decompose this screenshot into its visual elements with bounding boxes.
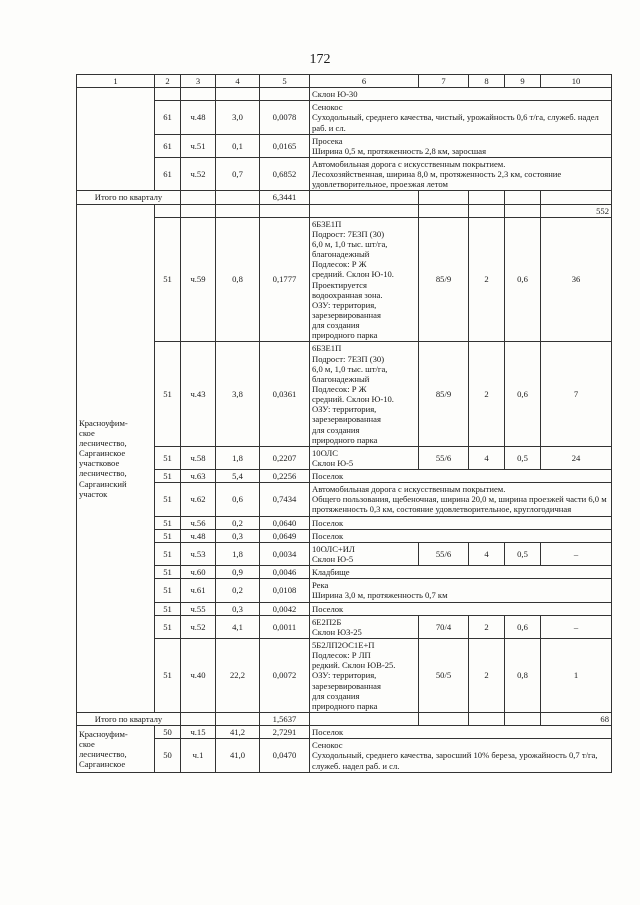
text-line: лесничество, [79, 748, 127, 759]
column-number-4: 4 [216, 75, 260, 88]
area-cell: 3,0 [216, 101, 260, 134]
text-line: Сенокос [312, 102, 343, 113]
column-number-2: 2 [155, 75, 181, 88]
part-cell: ч.58 [181, 446, 216, 469]
text-line: для создания [312, 424, 360, 435]
text-line: лесничество, [79, 438, 127, 448]
description-cell [310, 615, 419, 638]
value-cell: 0,0108 [260, 579, 310, 602]
value-cell: 0,2256 [260, 470, 310, 483]
text-line: ское [79, 427, 95, 438]
empty-cell [505, 191, 541, 204]
value-cell: 0,0034 [260, 542, 310, 565]
description-cell: Склон Ю-30 [310, 88, 612, 101]
col10-value: 552 [541, 204, 612, 217]
column-number-3: 3 [181, 75, 216, 88]
text-line: природного парка [312, 700, 378, 711]
empty-cell [505, 204, 541, 217]
quarter-cell: 51 [155, 529, 181, 542]
part-cell: ч.56 [181, 516, 216, 529]
quarter-cell: 51 [155, 217, 181, 342]
col8-cell: 2 [469, 217, 505, 342]
quarter-cell: 51 [155, 446, 181, 469]
table-row [77, 157, 612, 190]
empty-cell [469, 713, 505, 726]
description-cell [310, 739, 612, 772]
quarter-cell: 51 [155, 342, 181, 446]
description-cell [310, 101, 612, 134]
col10-value: 68 [541, 713, 612, 726]
empty-cell [216, 88, 260, 101]
text-line: Просека [312, 135, 343, 146]
part-cell: ч.52 [181, 157, 216, 190]
area-cell: 0,2 [216, 516, 260, 529]
empty-cell [181, 191, 216, 204]
column-number-7: 7 [419, 75, 469, 88]
table-row [77, 602, 612, 615]
value-cell: 0,2207 [260, 446, 310, 469]
text-line: средний. Склон Ю-10. [312, 269, 394, 280]
empty-cell [469, 204, 505, 217]
empty-cell [541, 191, 612, 204]
col7-cell: 70/4 [419, 615, 469, 638]
text-line: Саргаинское [79, 448, 126, 459]
text-line: Автомобильная дорога с искусственным покрытием. [312, 484, 506, 495]
header-row [77, 75, 612, 88]
table-row [77, 566, 612, 579]
empty-cell [310, 191, 419, 204]
col7-cell: 55/6 [419, 542, 469, 565]
total-row [77, 713, 612, 726]
text-line: Красноуфим- [79, 728, 128, 739]
empty-cell [216, 713, 260, 726]
text-line: Подлесок: Р ЛП [312, 650, 371, 661]
col7-cell: 55/6 [419, 446, 469, 469]
text-line: Подлесок: Р Ж [312, 383, 367, 394]
empty-cell [216, 204, 260, 217]
text-line: 6,0 м, 1,0 тыс. шт/га, [312, 238, 388, 249]
column-number-1: 1 [77, 75, 155, 88]
value-cell: 0,0165 [260, 134, 310, 157]
text-line: Поселок [312, 603, 344, 614]
text-line: Поселок [312, 530, 344, 541]
part-cell: ч.15 [181, 726, 216, 739]
value-cell: 2,7291 [260, 726, 310, 739]
empty-cell [419, 713, 469, 726]
page-number: 172 [309, 52, 331, 67]
quarter-cell: 61 [155, 157, 181, 190]
table-row [77, 88, 612, 101]
part-cell: ч.43 [181, 342, 216, 446]
description-cell [310, 470, 612, 483]
col8-cell: 4 [469, 446, 505, 469]
text-line: Поселок [312, 471, 344, 482]
text-line: Поселок [312, 517, 344, 528]
col10-cell: 1 [541, 639, 612, 713]
forest-table [76, 74, 612, 773]
area-cell: 1,8 [216, 542, 260, 565]
col10-cell: – [541, 542, 612, 565]
text-line: ОЗУ: территория, [312, 670, 377, 681]
col10-cell: 24 [541, 446, 612, 469]
col9-cell: 0,5 [505, 542, 541, 565]
text-line: редкий. Склон ЮВ-25. [312, 660, 396, 671]
description-cell [310, 134, 612, 157]
table-row [77, 204, 612, 217]
col10-cell: – [541, 615, 612, 638]
table-row [77, 739, 612, 772]
col8-cell: 2 [469, 342, 505, 446]
text-line: для создания [312, 690, 360, 701]
text-line: Саргаинский [79, 478, 127, 489]
empty-cell [155, 88, 181, 101]
empty-cell [260, 88, 310, 101]
location-cell [77, 88, 155, 191]
col8-cell: 2 [469, 615, 505, 638]
quarter-cell: 51 [155, 615, 181, 638]
text-line: 6,0 м, 1,0 тыс. шт/га, [312, 363, 388, 374]
text-line: средний. Склон Ю-10. [312, 394, 394, 405]
text-line: Общего пользования, щебеночная, ширина 20,0 м, ширина проезжей части 6,0 м протяженность 0,3 км, состояние удовлетворительное, круглогодичная [312, 494, 607, 515]
col7-cell: 50/5 [419, 639, 469, 713]
part-cell: ч.51 [181, 134, 216, 157]
part-cell: ч.52 [181, 615, 216, 638]
col7-cell: 85/9 [419, 217, 469, 342]
value-cell: 0,0470 [260, 739, 310, 772]
value-cell: 0,0078 [260, 101, 310, 134]
value-cell: 0,0046 [260, 566, 310, 579]
quarter-cell: 50 [155, 726, 181, 739]
col10-cell: 36 [541, 217, 612, 342]
text-line: лесничество, [79, 468, 127, 479]
part-cell: ч.48 [181, 529, 216, 542]
area-cell: 0,6 [216, 483, 260, 516]
value-cell: 0,0649 [260, 529, 310, 542]
text-line: Склон ЮЗ-25 [312, 626, 362, 637]
area-cell: 0,7 [216, 157, 260, 190]
quarter-cell: 61 [155, 134, 181, 157]
area-cell: 5,4 [216, 470, 260, 483]
area-cell: 0,8 [216, 217, 260, 342]
text-line: Подрост: 7Е3П (30) [312, 353, 385, 364]
col9-cell: 0,6 [505, 342, 541, 446]
part-cell: ч.48 [181, 101, 216, 134]
value-cell: 0,6852 [260, 157, 310, 190]
location-cell [77, 726, 155, 773]
text-line: Кладбище [312, 567, 350, 578]
column-number-8: 8 [469, 75, 505, 88]
empty-cell [181, 88, 216, 101]
empty-cell [216, 191, 260, 204]
value-cell: 0,0011 [260, 615, 310, 638]
area-cell: 0,2 [216, 579, 260, 602]
text-line: Проектируется [312, 279, 367, 290]
value-cell: 0,1777 [260, 217, 310, 342]
text-line: природного парка [312, 330, 378, 341]
text-line: Склон Ю-5 [312, 457, 354, 468]
table-row [77, 446, 612, 469]
table-row [77, 726, 612, 739]
text-line: ОЗУ: территория, [312, 404, 377, 415]
col8-cell: 2 [469, 639, 505, 713]
col10-cell: 7 [541, 342, 612, 446]
text-line: зарезервированная [312, 309, 381, 320]
table-row [77, 483, 612, 516]
area-cell: 0,3 [216, 602, 260, 615]
quarter-cell: 50 [155, 739, 181, 772]
text-line: Лесохозяйственная, ширина 8,0 м, протяженность 2,3 км, состояние удовлетворительное, проезжая летом [312, 169, 562, 190]
area-cell: 41,0 [216, 739, 260, 772]
description-cell [310, 516, 612, 529]
column-number-5: 5 [260, 75, 310, 88]
text-line: зарезервированная [312, 680, 381, 691]
description-cell [310, 342, 419, 446]
value-cell: 0,0042 [260, 602, 310, 615]
text-line: Саргаинское [79, 759, 126, 770]
quarter-cell: 51 [155, 542, 181, 565]
area-cell: 1,8 [216, 446, 260, 469]
text-line: природного парка [312, 434, 378, 445]
col9-cell: 0,8 [505, 639, 541, 713]
text-line: для создания [312, 320, 360, 331]
text-line: участок [79, 488, 108, 499]
part-cell: ч.60 [181, 566, 216, 579]
empty-cell [181, 204, 216, 217]
empty-cell [310, 204, 419, 217]
text-line: водоохранная зона. [312, 289, 383, 300]
col9-cell: 0,6 [505, 217, 541, 342]
col9-cell: 0,6 [505, 615, 541, 638]
description-cell [310, 542, 419, 565]
area-cell: 4,1 [216, 615, 260, 638]
text-line: 10ОЛС [312, 447, 338, 458]
empty-cell [260, 204, 310, 217]
description-cell [310, 639, 419, 713]
table-row [77, 217, 612, 342]
description-cell [310, 602, 612, 615]
text-line: Подлесок: Р Ж [312, 259, 367, 270]
col7-cell: 85/9 [419, 342, 469, 446]
description-cell [310, 579, 612, 602]
description-cell [310, 529, 612, 542]
table-row [77, 470, 612, 483]
quarter-cell: 51 [155, 566, 181, 579]
total-value: 6,3441 [260, 191, 310, 204]
text-line: Река [312, 580, 329, 591]
quarter-cell: 61 [155, 101, 181, 134]
empty-cell [310, 713, 419, 726]
column-number-10: 10 [541, 75, 612, 88]
text-line: Ширина 0,5 м, протяженность 2,8 км, заросшая [312, 145, 487, 156]
table-row [77, 101, 612, 134]
value-cell: 0,0072 [260, 639, 310, 713]
empty-cell [505, 713, 541, 726]
text-line: Суходольный, среднего качества, заросший 10% береза, урожайность 0,7 т/га, служеб. надел раб. и сл. [312, 750, 598, 771]
area-cell: 41,2 [216, 726, 260, 739]
area-cell: 22,2 [216, 639, 260, 713]
col9-cell: 0,5 [505, 446, 541, 469]
value-cell: 0,0361 [260, 342, 310, 446]
text-line: Автомобильная дорога с искусственным покрытием. [312, 158, 506, 169]
empty-cell [181, 713, 216, 726]
empty-cell [155, 204, 181, 217]
area-cell: 0,9 [216, 566, 260, 579]
part-cell: ч.55 [181, 602, 216, 615]
text-line: ское [79, 738, 95, 749]
table-row [77, 579, 612, 602]
text-line: Сенокос [312, 740, 343, 751]
table-row [77, 615, 612, 638]
part-cell: ч.61 [181, 579, 216, 602]
text-line: ОЗУ: территория, [312, 299, 377, 310]
part-cell: ч.59 [181, 217, 216, 342]
part-cell: ч.40 [181, 639, 216, 713]
table-row [77, 342, 612, 446]
area-cell: 0,3 [216, 529, 260, 542]
part-cell: ч.53 [181, 542, 216, 565]
text-line: 6Б3Е1П [312, 218, 342, 229]
value-cell: 0,7434 [260, 483, 310, 516]
column-number-6: 6 [310, 75, 419, 88]
total-value: 1,5637 [260, 713, 310, 726]
empty-cell [419, 191, 469, 204]
empty-cell [469, 191, 505, 204]
quarter-cell: 51 [155, 483, 181, 516]
text-line: Ширина 3,0 м, протяженность 0,7 км [312, 590, 448, 601]
part-cell: ч.62 [181, 483, 216, 516]
text-line: 6Е2П2Б [312, 616, 342, 627]
total-label: Итого по кварталу [77, 713, 181, 726]
description-cell [310, 217, 419, 342]
quarter-cell: 51 [155, 602, 181, 615]
text-line: благонадежный [312, 373, 370, 384]
description-cell [310, 157, 612, 190]
description-cell [310, 726, 612, 739]
text-line: участковое [79, 458, 120, 469]
quarter-cell: 51 [155, 579, 181, 602]
text-line: 6Б3Е1П [312, 343, 342, 354]
part-cell: ч.1 [181, 739, 216, 772]
table-row [77, 134, 612, 157]
description-cell [310, 483, 612, 516]
value-cell: 0,0640 [260, 516, 310, 529]
text-line: благонадежный [312, 249, 370, 260]
location-cell [77, 204, 155, 712]
quarter-cell: 51 [155, 516, 181, 529]
text-line: Подрост: 7Е3П (30) [312, 228, 385, 239]
text-line: Суходольный, среднего качества, чистый, урожайность 0,6 т/га, служеб. надел раб. и сл. [312, 112, 599, 133]
text-line: Склон Ю-5 [312, 554, 354, 565]
table-row [77, 529, 612, 542]
quarter-cell: 51 [155, 470, 181, 483]
description-cell [310, 446, 419, 469]
text-line: 5Б2ЛП2ОС1Е+П [312, 640, 375, 651]
table-row [77, 639, 612, 713]
text-line: 10ОЛС+ИЛ [312, 543, 355, 554]
total-row [77, 191, 612, 204]
description-cell [310, 566, 612, 579]
table-row [77, 516, 612, 529]
area-cell: 0,1 [216, 134, 260, 157]
text-line: Поселок [312, 727, 344, 738]
quarter-cell: 51 [155, 639, 181, 713]
col8-cell: 4 [469, 542, 505, 565]
part-cell: ч.63 [181, 470, 216, 483]
column-number-9: 9 [505, 75, 541, 88]
area-cell: 3,8 [216, 342, 260, 446]
empty-cell [419, 204, 469, 217]
text-line: Красноуфим- [79, 417, 128, 428]
text-line: зарезервированная [312, 414, 381, 425]
table-row [77, 542, 612, 565]
total-label: Итого по кварталу [77, 191, 181, 204]
